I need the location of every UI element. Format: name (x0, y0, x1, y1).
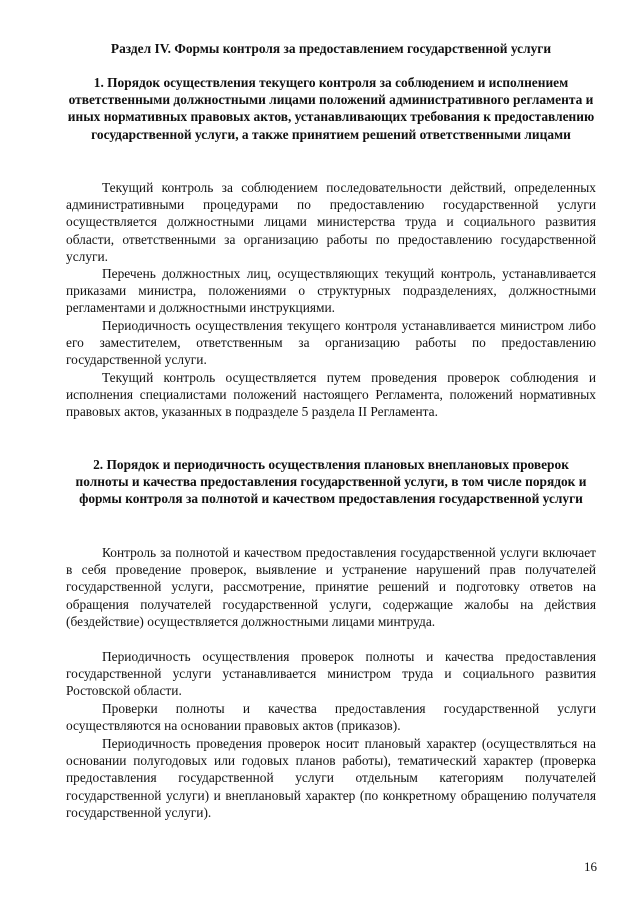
paragraph: Периодичность осуществления текущего контроля устанавливается министром либо его заместителем, ответственным за организацию работы по предоставлению государственной услуги. (66, 318, 596, 368)
paragraph: Текущий контроль осуществляется путем проведения проверок соблюдения и исполнения специалистами положений настоящего Регламента, положений нормативных правовых актов, указанных в подразделе 5 раздела II Регламента. (66, 370, 596, 420)
paragraph: Контроль за полнотой и качеством предоставления государственной услуги включает в себя проведение проверок, выявление и устранение нарушений прав получателей государственной услуги, рассмотрение, принятие решений и подготовку ответов на обращения получателей государственной услуги, содержащие жалобы на действия (бездействие) осуществляется должностными лицами минтруда. (66, 545, 596, 629)
paragraph: Периодичность проведения проверок носит плановый характер (осуществляться на основании полугодовых или годовых планов работы), тематический характер (проверка предоставления государственной услуги отдельным категориям получателей государственной услуги) и внеплановый характер (по конкретному обращению получателя государственной услуги). (66, 736, 596, 820)
subsection-1-title: 1. Порядок осуществления текущего контроля за соблюдением и исполнением ответственными должностными лицами положений административного регламента и иных нормативных правовых актов, устанавливающих требования к предоставлению государственной услуги, а также принятием решений ответственными лицами (67, 75, 595, 142)
paragraph: Проверки полноты и качества предоставления государственной услуги осуществляются на основании правовых актов (приказов). (66, 701, 596, 734)
paragraph: Периодичность осуществления проверок полноты и качества предоставления государственной услуги устанавливается министром труда и социального развития Ростовской области. (66, 649, 596, 699)
paragraph: Перечень должностных лиц, осуществляющих текущий контроль, устанавливается приказами министра, положениями о структурных подразделениях, должностными регламентами и должностными инструкциями. (66, 266, 596, 316)
subsection-2-title: 2. Порядок и периодичность осуществления плановых внеплановых проверок полноты и качества предоставления государственной услуги, в том числе порядок и формы контроля за полнотой и качеством предоставления государственной услуги (75, 457, 587, 507)
page-number: 16 (584, 859, 597, 874)
section-title: Раздел IV. Формы контроля за предоставлением государственной услуги (110, 41, 552, 56)
paragraph: Текущий контроль за соблюдением последовательности действий, определенных административными процедурами по предоставлению государственной услуги осуществляется должностными лицами министерства труда и социального развития области, ответственными за организацию работы по предоставлению государственной услуги. (66, 180, 596, 264)
